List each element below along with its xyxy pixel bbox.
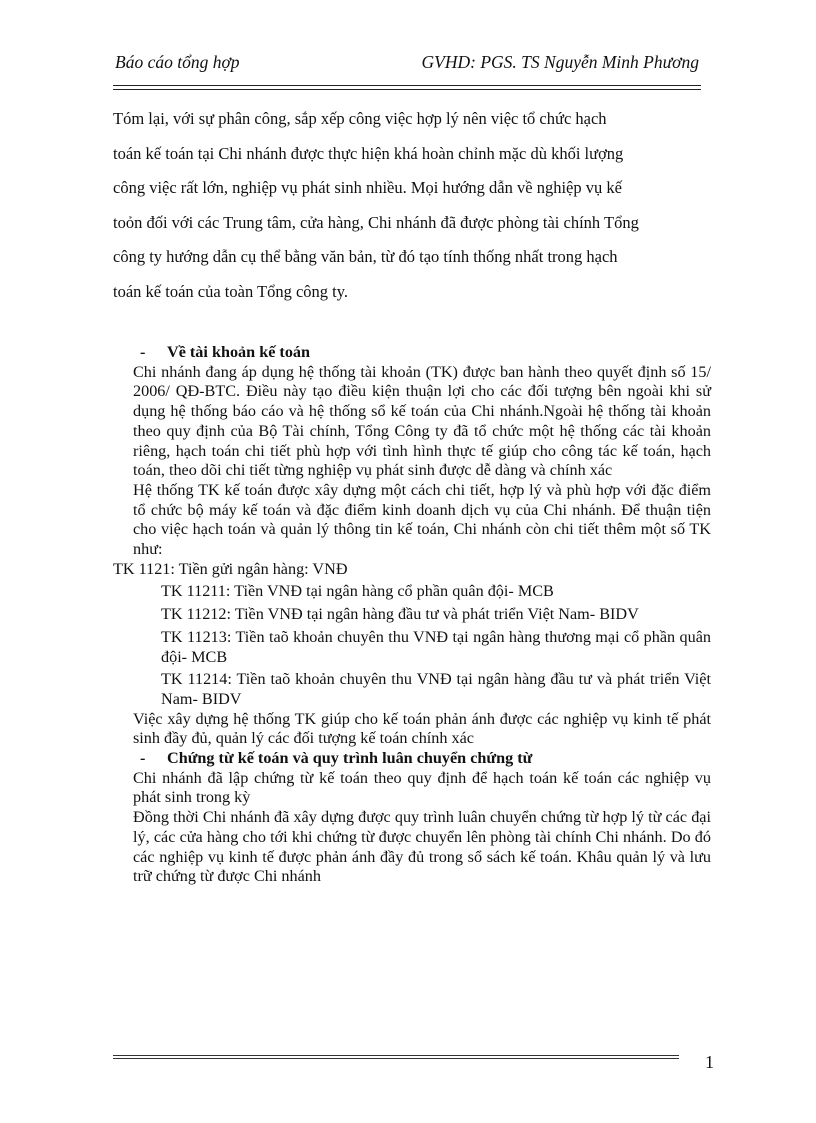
section-title: Chứng từ kế toán và quy trình luân chuyển chứng từ [167,749,533,768]
accounts-system-paragraph: Hệ thống TK kế toán được xây dựng một cách chi tiết, hợp lý và phù hợp với đặc điểm tổ chức bộ máy kế toán và đặc điểm kinh doanh dịch vụ của Chi nhánh. Để thuận tiện cho việc hạch toán và quản lý thông tin kế toán, Chi nhánh còn chi tiết thêm một số TK như: [133,480,711,559]
accounts-paragraph: Chi nhánh đang áp dụng hệ thống tài khoản (TK) được ban hành theo quyết định số 15/ 2006/ QĐ-BTC. Điều này tạo điều kiện thuận lợi cho các đối tượng bên ngoài khi sử dụng hệ thống báo cáo và hệ thống sổ kế toán của Chi nhánh.Ngoài hệ thống tài khoản theo quy định của Bộ Tài chính, Tổng Công ty đã tổ chức một hệ thống các tài khoản riêng, hạch toán chi tiết phù hợp với tình hình thực tế giúp cho công tác kế toán, hạch toán, theo dõi chi tiết từng nghiệp vụ phát sinh được dễ dàng và chính xác [133,362,711,480]
header-supervisor: GVHD: PGS. TS Nguyễn Minh Phương [421,52,699,72]
section-heading-vouchers [140,749,711,769]
account-main: TK 1121: Tiền gửi ngân hàng: VNĐ [113,559,348,578]
account-sub: TK 11213: Tiền taõ khoản chuyên thu VNĐ tại ngân hàng thương mại cổ phần quân đội- MCB [161,627,711,666]
body-content [113,343,711,887]
account-sub: TK 11212: Tiền VNĐ tại ngân hàng đầu tư và phát triển Việt Nam- BIDV [161,605,639,624]
header-rule-secondary [113,89,701,90]
vouchers-paragraph: Chi nhánh đã lập chứng từ kế toán theo quy định để hạch toán kế toán các nghiệp vụ phát sinh trong kỳ [133,768,711,807]
vouchers-flow-paragraph: Đồng thời Chi nhánh đã xây dựng được quy trình luân chuyển chứng từ hợp lý từ các đại lý, các cửa hàng cho tới khi chứng từ được chuyển lên phòng tài chính Chi nhánh. Do đó các nghiệp vụ kinh tế được phản ánh đầy đủ trong sổ sách kế toán. Khâu quản lý và lưu trữ chứng từ được Chi nhánh [133,808,711,886]
footer-rule [113,1055,679,1056]
section-title: Về tài khoản kế toán [167,343,311,361]
account-sub: TK 11214: Tiền taõ khoản chuyên thu VNĐ tại ngân hàng đầu tư và phát triển Việt Nam- BIDV [161,670,711,708]
intro-paragraph [113,102,713,309]
bullet-dash: - [140,749,146,768]
intro-line: toỏn đối với các Trung tâm, cửa hàng, Chi nhánh đã được phòng tài chính Tổng [113,212,639,232]
footer-rule-secondary [113,1058,679,1059]
intro-line: công ty hướng dẫn cụ thể bằng văn bản, từ đó tạo tính thống nhất trong hạch [113,247,618,266]
header-rule [113,85,701,86]
intro-line: toán kế toán của toàn Tổng công ty. [113,281,349,301]
page-number: 1 [705,1052,714,1072]
intro-line: công việc rất lớn, nghiệp vụ phát sinh nhiều. Mọi hướng dẫn về nghiệp vụ kế [113,178,622,197]
intro-line: toán kế toán tại Chi nhánh được thực hiện khá hoàn chỉnh mặc dù khối lượng [113,143,624,163]
page-header [113,52,701,78]
bullet-dash: - [140,343,146,361]
account-sub: TK 11211: Tiền VNĐ tại ngân hàng cổ phần quân đội- MCB [161,582,554,601]
accounts-conclusion: Việc xây dựng hệ thống TK giúp cho kế toán phản ánh được các nghiệp vụ kinh tế phát sinh đầy đủ, quản lý các đối tượng kế toán chính xác [133,709,711,748]
section-heading-accounts [140,343,711,363]
intro-line: Tóm lại, với sự phân công, sắp xếp công việc hợp lý nên việc tổ chức hạch [113,109,607,128]
header-report-title: Báo cáo tổng hợp [115,52,240,72]
